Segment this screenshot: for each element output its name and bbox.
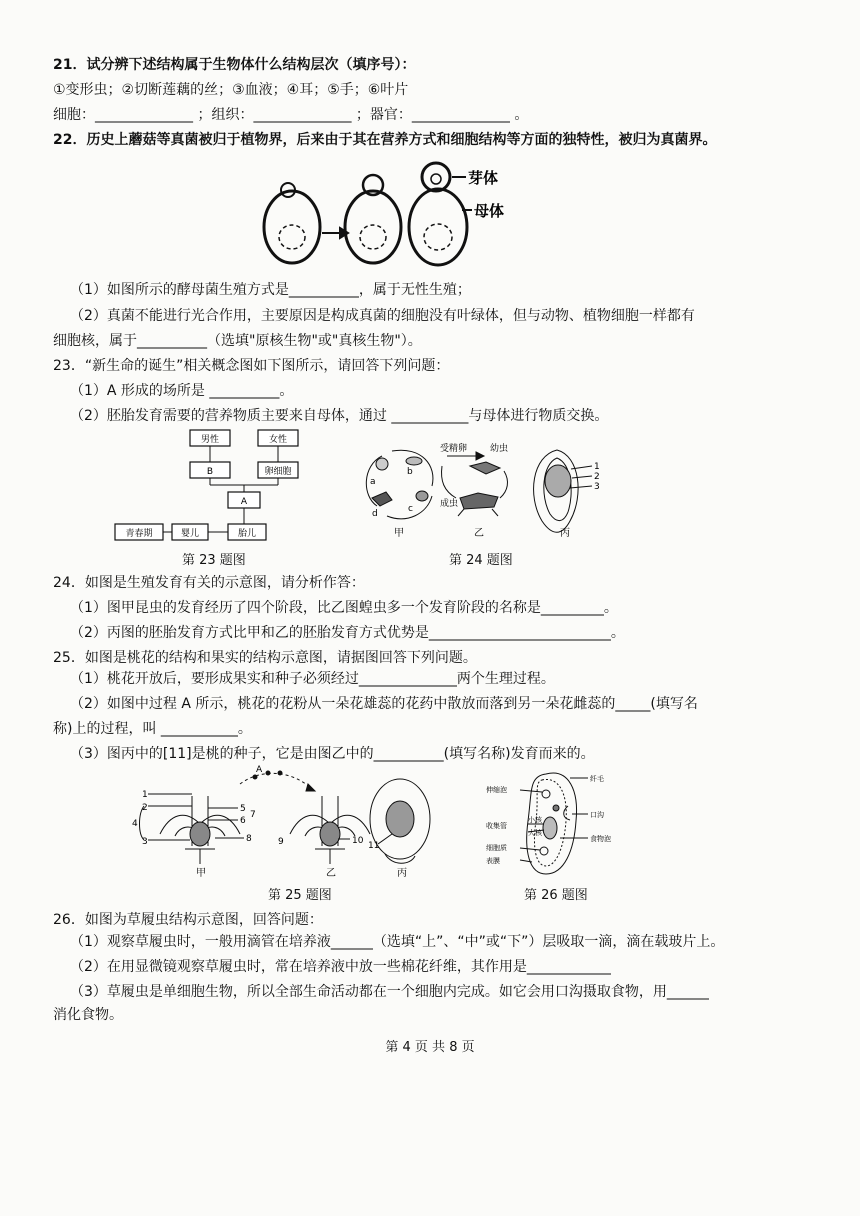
jia-label-c: c <box>408 504 413 514</box>
yi-label-larva: 幼虫 <box>490 444 509 454</box>
q22-stem: 22．历史上蘑菇等真菌被归于植物界，后来由于其在营养方式和细胞结构等方面的独特性，被归为真菌界。 <box>53 132 717 148</box>
yeast-budding-figure <box>240 155 505 270</box>
q26-part1: （1）观察草履虫时，一般用滴管在培养液______（选填“上”、“中”或“下”）层吸取一滴，滴在载玻片上。 <box>70 934 725 950</box>
q24-figure <box>352 436 632 544</box>
q23-stem: 23．“新生命的诞生”相关概念图如下图所示，请回答下列问题： <box>53 358 450 374</box>
q23-part1: （1）A 形成的场所是 __________。 <box>70 383 294 399</box>
label-bing-fruit: 丙 <box>397 868 407 879</box>
q23-concept-map <box>110 428 310 546</box>
bing-label-1: 1 <box>594 462 600 472</box>
q22-part2a: （2）真菌不能进行光合作用，主要原因是构成真菌的细胞没有叶绿体，但与动物、植物细胞一样都有 <box>70 308 695 324</box>
q25-caption: 第 25 题图 <box>268 888 332 903</box>
q21-items: ①变形虫；②切断莲藕的丝；③血液；④耳；⑤手；⑥叶片 <box>53 82 409 98</box>
q26-part2: （2）在用显微镜观察草履虫时，常在培养液中放一些棉花纤维，其作用是____________ <box>70 959 611 975</box>
para-macronucleus: 大核 <box>528 829 542 837</box>
flower-label-6: 6 <box>240 816 246 826</box>
flower-label-2: 2 <box>142 803 148 813</box>
flower-label-3: 3 <box>142 837 148 847</box>
flower-label-9: 9 <box>278 837 284 847</box>
q26-stem: 26．如图为草履虫结构示意图，回答问题： <box>53 912 323 928</box>
box-female: 女性 <box>268 435 288 445</box>
flower-label-5: 5 <box>240 804 246 814</box>
page-footer: 第 4 页 共 8 页 <box>385 1040 475 1055</box>
para-oral-groove: 口沟 <box>590 811 604 819</box>
label-bing: 丙 <box>560 528 570 539</box>
jia-label-d: d <box>372 509 378 519</box>
q23-caption: 第 23 题图 <box>182 553 246 568</box>
para-cytoplasm: 细胞质 <box>486 844 507 852</box>
para-food-vacuole: 食物泡 <box>590 835 611 843</box>
label-yi: 乙 <box>474 528 484 539</box>
box-fetus: 胎儿 <box>237 529 257 539</box>
mother-label: 母体 <box>474 202 505 220</box>
flower-label-7: 7 <box>250 810 256 820</box>
label-jia: 甲 <box>394 528 404 539</box>
q22-part1: （1）如图所示的酵母菌生殖方式是__________，属于无性生殖； <box>70 282 471 298</box>
q25-part2b: 称)上的过程，叫 ___________。 <box>53 721 252 737</box>
label-jia-flower: 甲 <box>196 868 206 879</box>
q25-peach-flower-figure <box>130 764 430 879</box>
para-collecting-tube: 收集管 <box>486 822 507 830</box>
para-micronucleus: 小核 <box>528 816 542 824</box>
box-male: 男性 <box>200 435 220 445</box>
box-puberty: 青春期 <box>125 529 153 539</box>
q21-blanks: 细胞：______________ ；组织：______________ ；器官：______________ 。 <box>53 107 529 123</box>
flower-label-4: 4 <box>132 819 138 829</box>
q21-stem: 21．试分辨下述结构属于生物体什么结构层次（填序号）： <box>53 57 416 73</box>
box-a: A <box>240 497 248 507</box>
box-b: B <box>206 467 214 477</box>
q25-part1: （1）桃花开放后，要形成果实和种子必须经过______________两个生理过程。 <box>70 671 555 687</box>
q26-caption: 第 26 题图 <box>524 888 588 903</box>
q24-caption: 第 24 题图 <box>449 553 513 568</box>
fruit-label-11: 11 <box>368 841 380 851</box>
q22-part2b: 细胞核，属于__________（选填"原核生物"或"真核生物"）。 <box>53 333 422 349</box>
q25-part2a: （2）如图中过程 A 所示，桃花的花粉从一朵花雄蕊的花药中散放而落到另一朵花雌蕊的_____(填写名 <box>70 696 698 712</box>
process-a-label: A <box>256 765 263 775</box>
para-pellicle: 表膜 <box>486 857 500 865</box>
bing-label-2: 2 <box>594 472 600 482</box>
flower-label-1: 1 <box>142 790 148 800</box>
bing-label-3: 3 <box>594 482 600 492</box>
q24-stem: 24．如图是生殖发育有关的示意图，请分析作答： <box>53 575 365 591</box>
q23-part2: （2）胚胎发育需要的营养物质主要来自母体，通过 ___________与母体进行物质交换。 <box>70 408 609 424</box>
box-infant: 婴儿 <box>180 529 200 539</box>
q25-stem: 25．如图是桃花的结构和果实的结构示意图，请据图回答下列问题。 <box>53 650 477 666</box>
yi-label-egg: 受精卵 <box>440 444 468 454</box>
q26-part3b: 消化食物。 <box>53 1007 123 1023</box>
q24-part1: （1）图甲昆虫的发育经历了四个阶段，比乙图蝗虫多一个发育阶段的名称是_________。 <box>70 600 618 616</box>
box-egg: 卵细胞 <box>264 467 292 477</box>
label-yi-flower: 乙 <box>326 868 336 879</box>
flower-label-10: 10 <box>352 836 364 846</box>
q24-part2: （2）丙图的胚胎发育方式比甲和乙的胚胎发育方式优势是__________________________。 <box>70 625 625 641</box>
q26-part3a: （3）草履虫是单细胞生物，所以全部生命活动都在一个细胞内完成。如它会用口沟摄取食物，用______ <box>70 984 709 1000</box>
flower-label-8: 8 <box>246 834 252 844</box>
q25-part3: （3）图丙中的[11]是桃的种子，它是由图乙中的__________(填写名称)发育而来的。 <box>70 746 595 762</box>
bud-label: 芽体 <box>468 169 499 187</box>
para-cilia: 纤毛 <box>590 775 604 783</box>
jia-label-b: b <box>407 467 413 477</box>
para-contractile-vacuole: 伸缩泡 <box>486 786 507 794</box>
yi-label-adult: 成虫 <box>440 499 459 509</box>
jia-label-a: a <box>370 477 376 487</box>
q26-paramecium-figure <box>484 766 634 880</box>
